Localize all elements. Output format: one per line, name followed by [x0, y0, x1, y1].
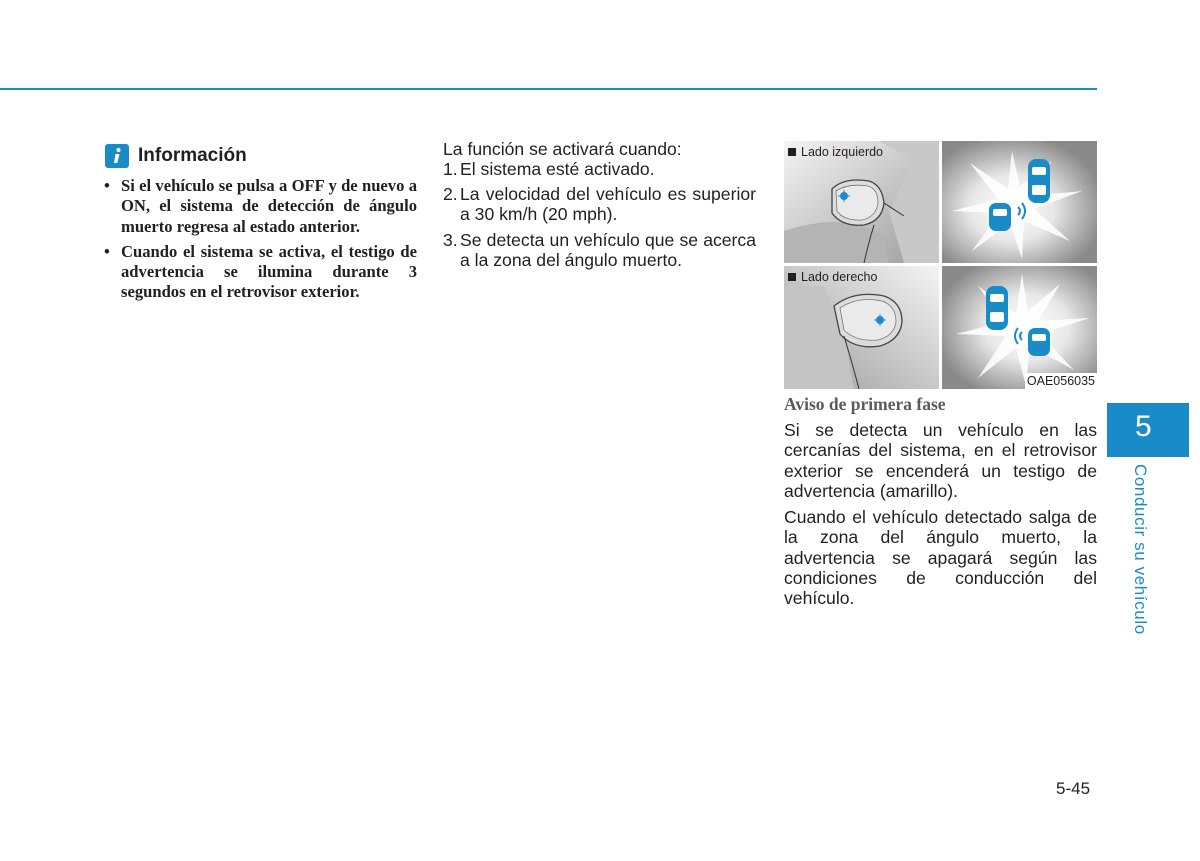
info-bullet-text: Cuando el sistema se activa, el testigo de advertencia se ilumina durante 3 segundos en el retrovisor exterior. — [121, 241, 417, 302]
info-title: Información — [138, 145, 247, 166]
info-icon — [105, 144, 129, 168]
radar-left-illustration — [942, 141, 1097, 263]
paragraph: Cuando el vehículo detectado salga de la zona del ángulo muerto, la advertencia se apagará según las condiciones de conducción del vehículo. — [784, 507, 1097, 609]
blind-spot-figure — [784, 141, 1097, 389]
activation-intro: La función se activará cuando: — [443, 139, 682, 159]
info-header — [105, 144, 247, 168]
list-item — [443, 230, 756, 271]
top-rule — [0, 88, 1097, 90]
mirror-left-illustration — [784, 141, 939, 263]
page-number: 5-45 — [1056, 779, 1091, 798]
list-number: 1. — [443, 159, 458, 180]
mirror-right-panel — [784, 266, 939, 389]
activation-list — [443, 159, 756, 270]
figure-code: OAE056035 — [1026, 374, 1095, 388]
mirror-left-panel — [784, 141, 939, 263]
label-left-side: Lado izquierdo — [788, 145, 883, 159]
list-text: Se detecta un vehículo que se acerca a la zona del ángulo muerto. — [460, 229, 756, 271]
radar-right-illustration — [942, 266, 1097, 389]
radar-right-panel — [942, 266, 1097, 389]
list-item — [443, 159, 756, 179]
list-text: La velocidad del vehículo es superior a 30 km/h (20 mph). — [460, 183, 756, 225]
info-bullet: • Cuando el sistema se activa, el testigo de advertencia se ilumina durante 3 segundos en el retrovisor exterior. — [104, 241, 417, 302]
first-stage-warning-text — [784, 420, 1097, 615]
chapter-number: 5 — [1135, 410, 1152, 443]
chapter-title-vertical — [1128, 464, 1150, 635]
activation-conditions — [443, 139, 756, 275]
info-list — [104, 176, 417, 308]
list-text: El sistema esté activado. — [460, 159, 655, 180]
radar-left-panel — [942, 141, 1097, 263]
list-number: 2. — [443, 183, 458, 204]
list-number: 3. — [443, 229, 458, 250]
list-item — [443, 184, 756, 225]
mirror-right-illustration — [784, 266, 939, 389]
paragraph: Si se detecta un vehículo en las cercanías del sistema, en el retrovisor exterior se encenderá un testigo de advertencia (amarillo). — [784, 420, 1097, 501]
info-bullet-text: Si el vehículo se pulsa a OFF y de nuevo a ON, el sistema de detección de ángulo muerto regresa al estado anterior. — [121, 176, 417, 236]
chapter-tab — [1107, 403, 1189, 457]
section-heading: Aviso de primera fase — [784, 394, 946, 414]
info-bullet: • Si el vehículo se pulsa a OFF y de nuevo a ON, el sistema de detección de ángulo muerto regresa al estado anterior. — [104, 176, 417, 236]
chapter-title: Conducir su vehículo — [1131, 464, 1150, 635]
label-right-side: Lado derecho — [788, 270, 877, 284]
